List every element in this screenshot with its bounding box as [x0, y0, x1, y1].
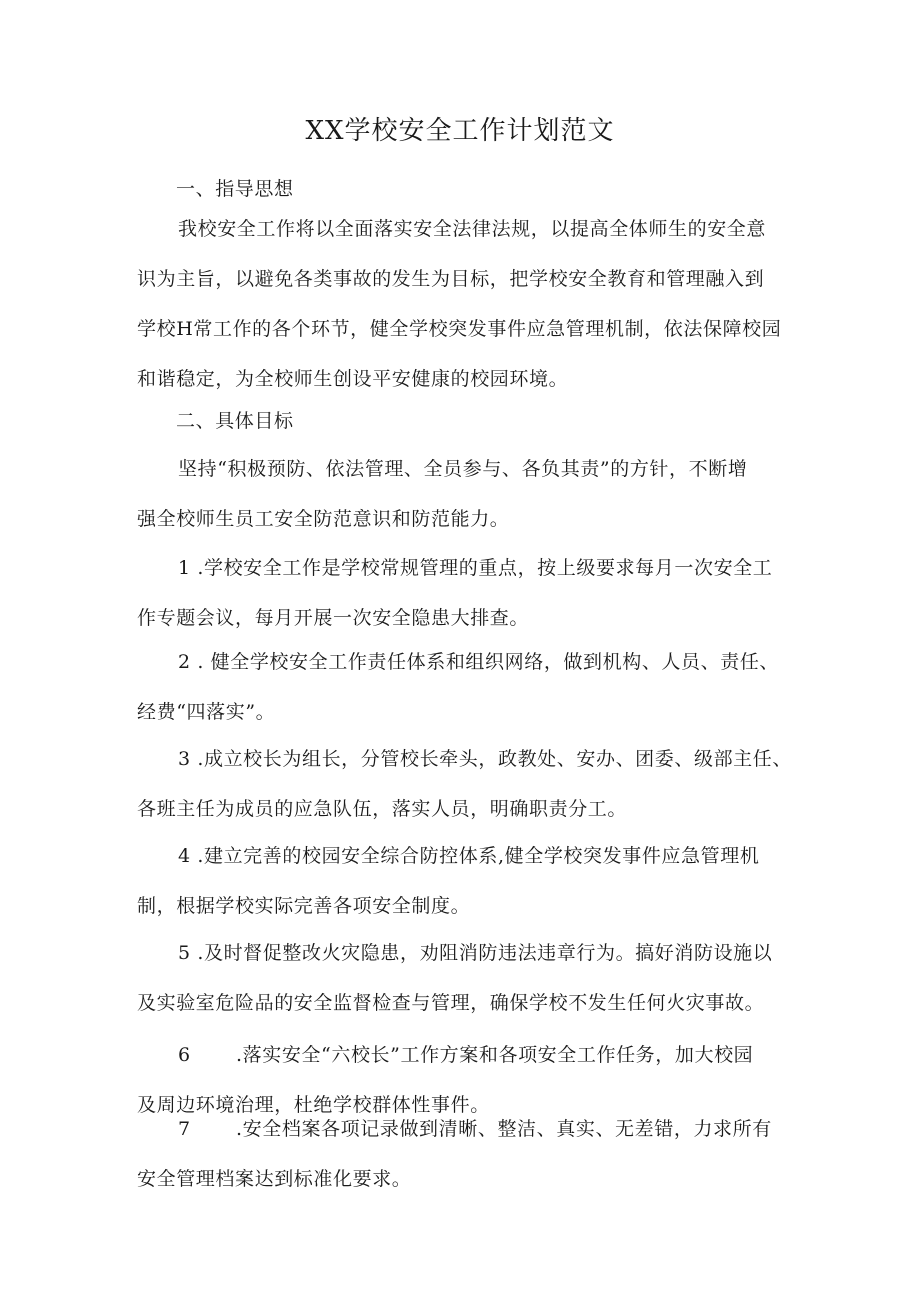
- item-number: 7: [178, 1118, 191, 1140]
- paragraph-line: 和谐稳定，为全校师生创设平安健康的校园环境。: [137, 368, 569, 390]
- item-text: .落实安全“六校长”工作方案和各项安全工作任务，加大校园: [236, 1044, 754, 1066]
- item-text: . 健全学校安全工作责任体系和组织网络，做到机构、人员、责任、: [197, 651, 780, 673]
- section-heading-goals: 二、具体目标: [176, 410, 294, 432]
- item-number: 1: [178, 557, 191, 579]
- item-number: 6: [178, 1044, 191, 1066]
- item-text: .及时督促整改火灾隐患，劝阻消防违法违章行为。搞好消防设施以: [197, 942, 773, 964]
- item-text: 作专题会议，每月开展一次安全隐患大排查。: [137, 607, 530, 629]
- paragraph-line: 识为主旨，以避免各类事故的发生为目标，把学校安全教育和管理融入到: [137, 268, 765, 290]
- item-number: 4: [178, 845, 191, 867]
- item-number: 2: [178, 651, 191, 673]
- item-text: 安全管理档案达到标准化要求。: [137, 1168, 412, 1190]
- paragraph-line: 强全校师生员工安全防范意识和防范能力。: [137, 508, 510, 530]
- goal-item-7: [137, 1104, 797, 1204]
- paragraph-line: 坚持“积极预防、依法管理、全员参与、各负其责”的方针，不断增: [178, 458, 748, 480]
- item-text: 及实验室危险品的安全监督检查与管理，确保学校不发生任何火灾事故。: [137, 992, 765, 1014]
- goal-item-4: [137, 831, 797, 931]
- item-text: .学校安全工作是学校常规管理的重点，按上级要求每月一次安全工: [197, 557, 773, 579]
- paragraph-line: 学校H常工作的各个环节，健全学校突发事件应急管理机制，依法保障校园: [137, 318, 782, 340]
- goal-item-1: [137, 543, 797, 643]
- document-title: XX学校安全工作计划范文: [305, 116, 615, 146]
- paragraph-guiding: [137, 204, 797, 404]
- item-number: 5: [178, 942, 191, 964]
- goal-item-3: [137, 734, 797, 834]
- item-text: 经费“四落实”。: [137, 701, 276, 723]
- section-heading-guiding: 一、指导思想: [176, 178, 294, 200]
- item-text: .建立完善的校园安全综合防控体系,健全学校突发事件应急管理机: [197, 845, 760, 867]
- goal-item-2: [137, 637, 797, 737]
- item-text: .成立校长为组长，分管校长牵头，政教处、安办、团委、级部主任、: [197, 748, 792, 770]
- item-text: 制，根据学校实际完善各项安全制度。: [137, 895, 471, 917]
- item-text: 及周边环境治理，杜绝学校群体性事件。: [137, 1094, 490, 1116]
- paragraph-line: 我校安全工作将以全面落实安全法律法规，以提高全体师生的安全意: [178, 218, 767, 240]
- item-text: 各班主任为成员的应急队伍，落实人员，明确职责分工。: [137, 798, 628, 820]
- item-number: 3: [178, 748, 191, 770]
- goal-item-5: [137, 928, 797, 1028]
- item-text: .安全档案各项记录做到清晰、整洁、真实、无差错，力求所有: [236, 1118, 772, 1140]
- paragraph-goals-intro: [137, 444, 797, 544]
